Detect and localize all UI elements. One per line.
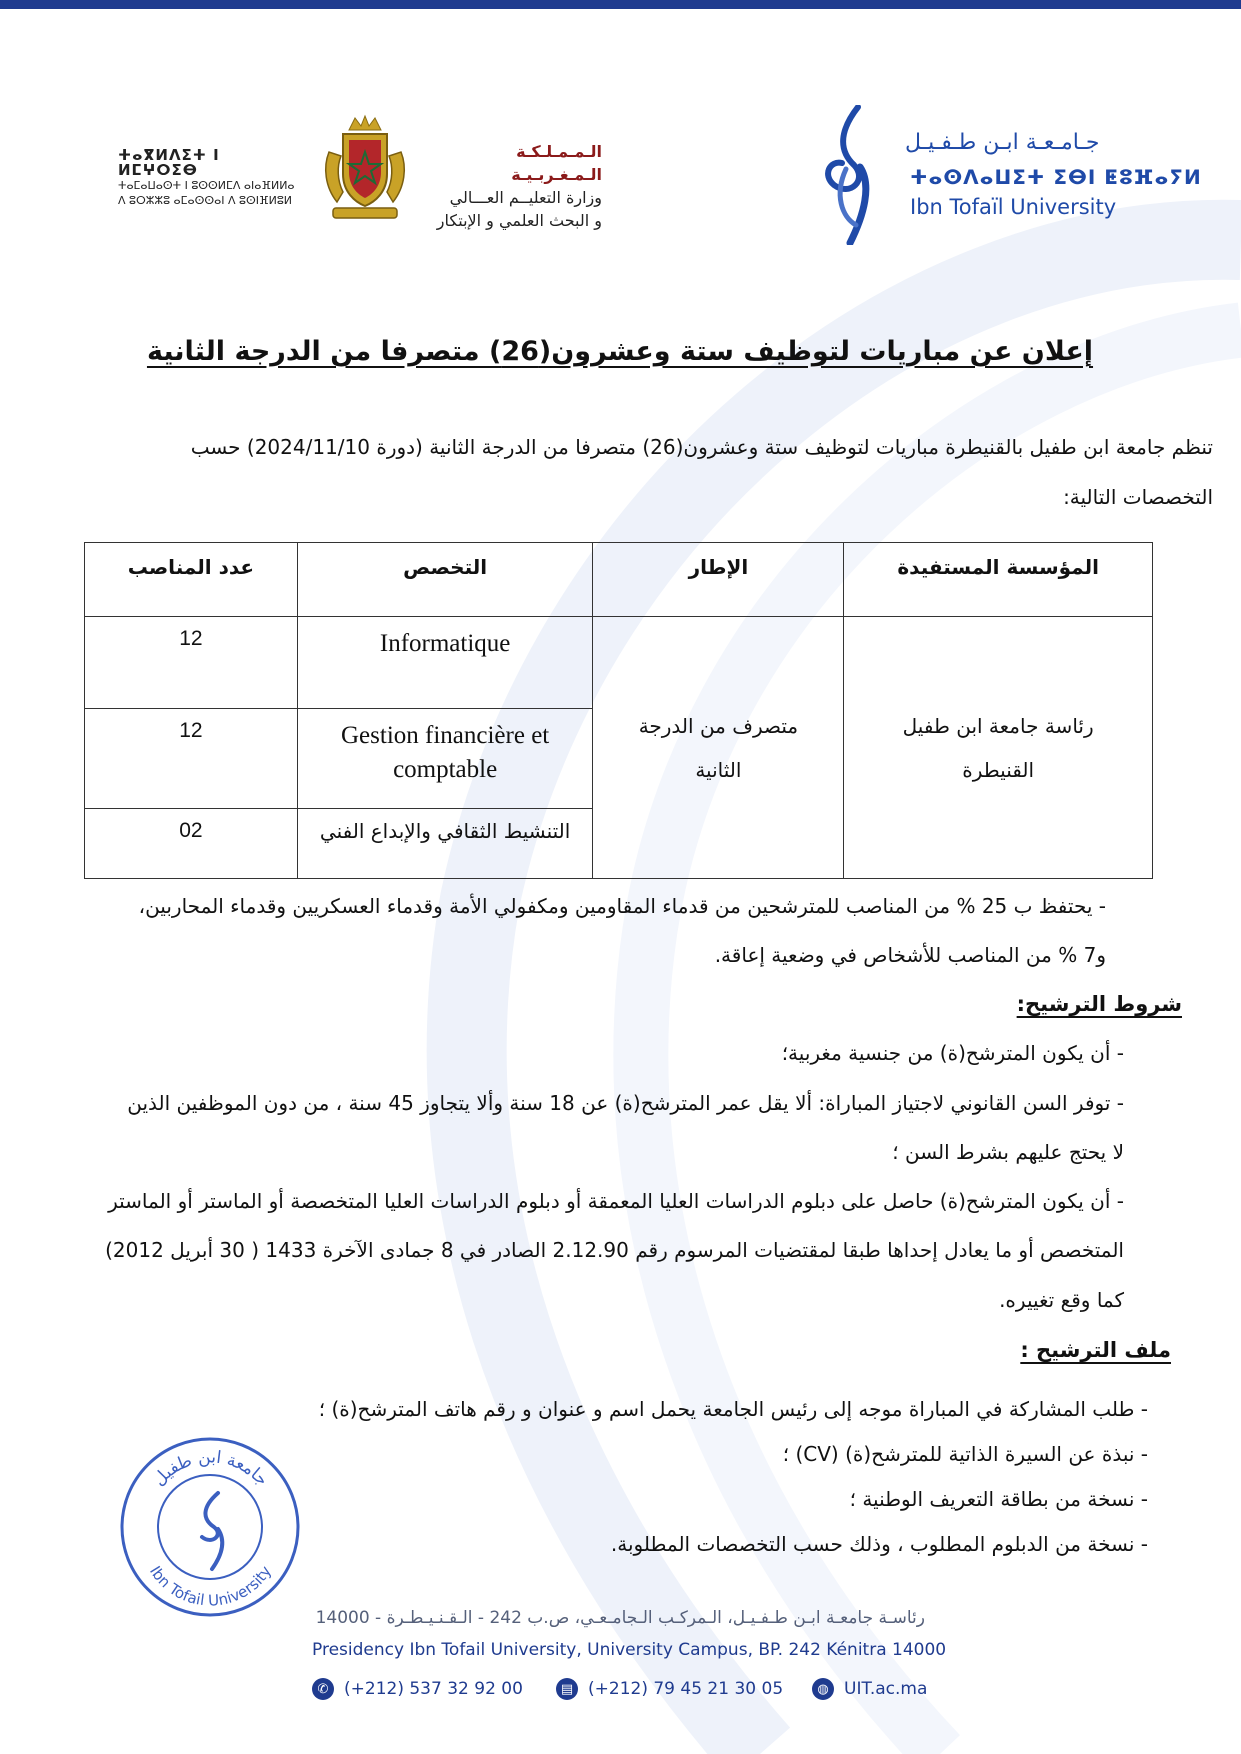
globe-icon: ◍ bbox=[812, 1678, 834, 1700]
svg-text:جامعة ابن طفيل bbox=[149, 1447, 272, 1490]
intro-line-1: تنظم جامعة ابن طفيل بالقنيطرة مباريات لتوظيف ستة وعشرون(26) متصرفا من الدرجة الثانية (دورة 2024/11/10) حسب bbox=[190, 435, 1213, 459]
condition-item: كما وقع تغييره. bbox=[999, 1288, 1124, 1312]
moroccan-coat-of-arms-icon bbox=[315, 112, 415, 224]
announcement-title: إعلان عن مباريات لتوظيف ستة وعشرون(26) متصرفا من الدرجة الثانية bbox=[146, 336, 1094, 367]
university-name-tifinagh: ⵜⴰⵙⴷⴰⵡⵉⵜ ⵉⴱⵏ ⵟⵓⴼⴰⵢⵍ bbox=[910, 165, 1202, 189]
positions-table bbox=[84, 542, 1153, 879]
ministry-tf-line-2: ⵜⴰⵎⴰⵡⴰⵙⵜ ⵏ ⵓⵙⵙⵍⵎⴷ ⴰⵏⴰⴼⵍⵍⴰ bbox=[118, 179, 295, 192]
ministry-name-ar bbox=[420, 140, 602, 232]
cell-count: 02 bbox=[85, 809, 298, 879]
reserve-line-1: - يحتفظ ب 25 % من المناصب للمترشحين من قدماء المقاومين ومكفولي الأمة وقدماء العسكريين وقدماء المحاربين، bbox=[138, 894, 1106, 918]
file-title: ملف الترشيح : bbox=[1020, 1338, 1171, 1362]
table-header-row bbox=[85, 543, 1153, 617]
file-item: - نسخة من الدبلوم المطلوب ، وذلك حسب التخصصات المطلوبة. bbox=[610, 1532, 1148, 1556]
intro-paragraph bbox=[115, 422, 1213, 522]
intro-line-2: التخصصات التالية: bbox=[1063, 485, 1213, 509]
top-color-bar bbox=[0, 0, 1241, 9]
university-name-ar: جـامـعـة ابـن طـفـيـل bbox=[905, 130, 1100, 155]
condition-item: لا يحتج عليهم بشرط السن ؛ bbox=[892, 1140, 1124, 1164]
condition-item: - أن يكون المترشح(ة) من جنسية مغربية؛ bbox=[781, 1041, 1124, 1065]
ministry-line-1: الـمـمـلـكـة الـمـغـربـيـة bbox=[511, 142, 602, 184]
cell-institution: رئاسة جامعة ابن طفيل القنيطرة bbox=[844, 617, 1153, 879]
fax-number: (+212) 79 45 21 30 05 bbox=[588, 1679, 784, 1699]
university-name-en: Ibn Tofaïl University bbox=[910, 195, 1117, 219]
cell-count: 12 bbox=[85, 709, 298, 809]
university-logo-icon bbox=[820, 105, 880, 245]
footer-website bbox=[812, 1678, 927, 1700]
ministry-tf-line-3: ⴷ ⵓⵔⵣⵣⵓ ⴰⵎⴰⵙⵙⴰⵏ ⴷ ⵓⵙⵏⴼⵍⵓⵍ bbox=[118, 194, 293, 207]
header-specialty: التخصص bbox=[297, 543, 593, 617]
header-institution: المؤسسة المستفيدة bbox=[844, 543, 1153, 617]
ministry-line-2: وزارة التعليــم العـــالي bbox=[449, 188, 602, 207]
condition-item: المتخصص أو ما يعادل إحداها طبقا لمقتضيات المرسوم رقم 2.12.90 الصادر في 8 جمادى الآخرة 1433 ( 30 أبريل 2012) bbox=[105, 1238, 1124, 1262]
university-stamp-icon bbox=[118, 1435, 303, 1620]
file-item: - طلب المشاركة في المباراة موجه إلى رئيس الجامعة يحمل اسم و عنوان و رقم هاتف المترشح(ة) ؛ bbox=[318, 1397, 1148, 1421]
table-row bbox=[85, 617, 1153, 709]
stamp-text-en: Ibn Tofail University bbox=[145, 1562, 276, 1610]
file-item: - نسخة من بطاقة التعريف الوطنية ؛ bbox=[849, 1487, 1148, 1511]
footer-phone bbox=[312, 1678, 523, 1700]
ministry-name-tifinagh bbox=[118, 148, 298, 208]
cell-specialty: التنشيط الثقافي والإبداع الفني bbox=[297, 809, 593, 879]
phone-number: (+212) 537 32 92 00 bbox=[344, 1679, 523, 1699]
fax-icon: ▤ bbox=[556, 1678, 578, 1700]
stamp-text-ar: جامعة ابن طفيل bbox=[149, 1447, 272, 1491]
cell-specialty: Gestion financière et comptable bbox=[297, 709, 593, 809]
university-logo-block bbox=[820, 100, 1202, 250]
cell-count: 12 bbox=[85, 617, 298, 709]
condition-item: - توفر السن القانوني لاجتياز المباراة: ألا يقل عمر المترشح(ة) عن 18 سنة وألا يتجاوز 45 سنة ، من دون الموظفين الذين bbox=[127, 1091, 1124, 1115]
ministry-line-3: و البحث العلمي و الإبتكار bbox=[436, 211, 602, 230]
ministry-tf-line-1: ⵜⴰⴳⵍⴷⵉⵜ ⵏ ⵍⵎⵖⵔⵉⴱ bbox=[118, 146, 220, 179]
condition-item: - أن يكون المترشح(ة) حاصل على دبلوم الدراسات العليا المعمقة أو دبلوم الدراسات العليا المتخصصة أو الماستر أو الماستر bbox=[108, 1189, 1124, 1213]
footer-fax bbox=[556, 1678, 783, 1700]
phone-icon: ✆ bbox=[312, 1678, 334, 1700]
header-count: عدد المناصب bbox=[85, 543, 298, 617]
reserve-line-2: و7 % من المناصب للأشخاص في وضعية إعاقة. bbox=[714, 943, 1106, 967]
cell-specialty: Informatique bbox=[297, 617, 593, 709]
file-item: - نبذة عن السيرة الذاتية للمترشح(ة) (CV) ؛ bbox=[782, 1442, 1148, 1466]
conditions-title: شروط الترشيح: bbox=[1016, 992, 1182, 1016]
footer-address-ar: رئاسـة جامعـة ابـن طـفـيـل، الـمركـب الـجامـعـي، ص.ب 242 - الـقـنـيـطـرة - 14000 bbox=[315, 1608, 925, 1628]
header-grade: الإطار bbox=[593, 543, 844, 617]
website-link[interactable]: UIT.ac.ma bbox=[844, 1679, 928, 1699]
footer-address-en: Presidency Ibn Tofail University, University Campus, BP. 242 Kénitra 14000 bbox=[312, 1640, 947, 1660]
cell-grade: متصرف من الدرجة الثانية bbox=[593, 617, 844, 879]
